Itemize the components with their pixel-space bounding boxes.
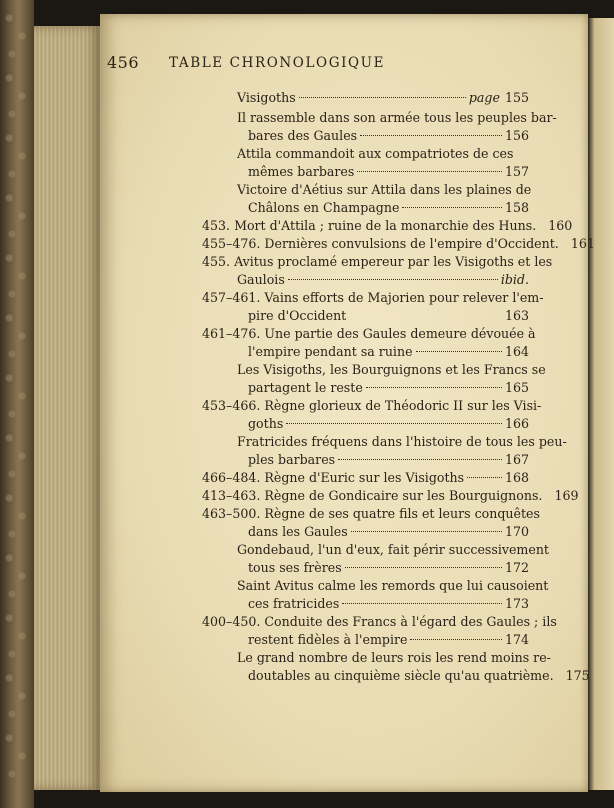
toc-line [248,126,529,146]
book-binding [0,0,34,808]
toc-line [248,630,529,650]
dot-leader [286,423,502,424]
dot-leader [467,477,502,478]
toc-line [248,162,529,182]
year-range: 461–476. [202,326,261,341]
marbled-cover [4,12,30,792]
year-range: 463–500. [202,506,261,521]
toc-line [202,468,529,488]
page-ref: 173 [504,596,529,611]
toc-line [202,396,542,416]
toc-line [248,522,529,542]
entry-text: Vains efforts de Majorien pour relever l'em- [264,290,544,305]
entry-text: Avitus proclamé empereur par les Visigoths et les [234,254,553,269]
entry-text: mêmes barbares [248,164,355,179]
entry-text: Gondebaud, l'un d'eux, fait périr successivement [237,542,549,557]
year-range: 455. [202,254,231,269]
toc-line [248,342,529,362]
entry-text: Conduite des Francs à l'égard des Gaules ; ils [264,614,557,629]
entry-text: tous ses frères [248,560,342,575]
toc-line [248,306,529,326]
toc-line [248,414,529,434]
entry-text: Dernières convulsions de l'empire d'Occident. [264,236,559,251]
dot-leader [345,567,502,568]
toc-line [202,252,553,272]
toc-line [248,198,529,218]
entry-text: ples barbares [248,452,336,467]
entry-text: Règne d'Euric sur les Visigoths [264,470,465,485]
entry-text: Il rassemble dans son armée tous les peuples bar- [237,110,557,125]
entry-text: doutables au cinquième siècle qu'au quatrième. [248,668,554,683]
page-prefix: page [468,90,500,105]
page-ref: 156 [504,128,529,143]
page-ref: 172 [504,560,529,575]
page-edges [34,26,100,790]
entry-text: partagent le reste [248,380,363,395]
entry-text: Le grand nombre de leurs rois les rend moins re- [237,650,551,665]
toc-line [237,540,549,560]
entry-text: Saint Avitus calme les remords que lui causoient [237,578,549,593]
toc-line [202,216,573,236]
entry-text: Les Visigoths, les Bourguignons et les Francs se [237,362,546,377]
toc-line [248,594,529,614]
dot-leader [357,171,502,172]
toc-line [237,180,532,200]
entry-text: Visigoths [237,90,296,105]
page-ref: 167 [504,452,529,467]
page-ref: 165 [504,380,529,395]
toc-line [237,360,546,380]
page-ref: 175 [565,668,590,683]
toc-line [237,576,549,596]
toc-line [248,558,529,578]
entry-text: Victoire d'Aétius sur Attila dans les plaines de [237,182,532,197]
entry-text: Une partie des Gaules demeure dévouée à [264,326,536,341]
entry-text: bares des Gaules [248,128,358,143]
entry-text: Fratricides fréquens dans l'histoire de tous les peu- [237,434,567,449]
dot-leader [366,387,502,388]
year-range: 457–461. [202,290,261,305]
toc-line [237,88,529,108]
entry-text: Règne de ses quatre fils et leurs conquêtes [264,506,540,521]
entry-text: Attila commandoit aux compatriotes de ces [237,146,514,161]
dot-leader [342,603,502,604]
page-ref: 170 [504,524,529,539]
toc-line [237,432,567,452]
toc-line [248,378,529,398]
page-ref: 155 [504,90,529,105]
entry-text: ces fratricides [248,596,340,611]
entry-text: Règne de Gondicaire sur les Bourguignons. [264,488,543,503]
toc-line [248,450,529,470]
entry-text: l'empire pendant sa ruine [248,344,413,359]
entry-text: dans les Gaules [248,524,348,539]
facing-page-edge [588,18,614,790]
page-ref: 168 [504,470,529,485]
entry-text: goths [248,416,284,431]
page-ref: 158 [504,200,529,215]
toc-line [237,108,557,128]
page-ref: 161 [570,236,595,251]
running-title: TABLE CHRONOLOGIQUE [169,55,386,71]
year-range: 413–463. [202,488,261,503]
dot-leader [299,97,466,98]
dot-leader [351,531,502,532]
page-ref: 169 [554,488,579,503]
page-header [107,53,447,77]
year-range: 453–466. [202,398,261,413]
toc-line [237,144,529,164]
entry-text: pire d'Occident [248,308,347,323]
page-ref: 160 [548,218,573,233]
dot-leader [360,135,502,136]
page-ref: 174 [504,632,529,647]
toc-line [202,486,579,506]
dot-leader [410,639,502,640]
dot-leader [338,459,502,460]
toc-line [202,324,536,344]
year-range: 455–476. [202,236,261,251]
page-ref: 164 [504,344,529,359]
page-ref: 157 [504,164,529,179]
entry-text: Mort d'Attila ; ruine de la monarchie des Huns. [234,218,537,233]
toc-line [237,270,529,290]
page-ref: ibid. [500,272,529,287]
entry-text: restent fidèles à l'empire [248,632,408,647]
year-range: 400–450. [202,614,261,629]
toc-line [202,234,595,254]
dot-leader [288,279,498,280]
year-range: 453. [202,218,231,233]
entry-text: Règne glorieux de Théodoric II sur les Visi- [264,398,542,413]
year-range: 466–484. [202,470,261,485]
page-number: 456 [107,53,140,72]
toc-line [202,504,540,524]
page-ref: 163 [504,308,529,323]
entry-text: Châlons en Champagne [248,200,400,215]
page-ref: 166 [504,416,529,431]
dot-leader [402,207,502,208]
entry-text: Gaulois [237,272,285,287]
toc-line [248,666,590,686]
dot-leader [416,351,502,352]
toc-line [237,648,551,668]
toc-line [202,612,557,632]
toc-line [202,288,544,308]
